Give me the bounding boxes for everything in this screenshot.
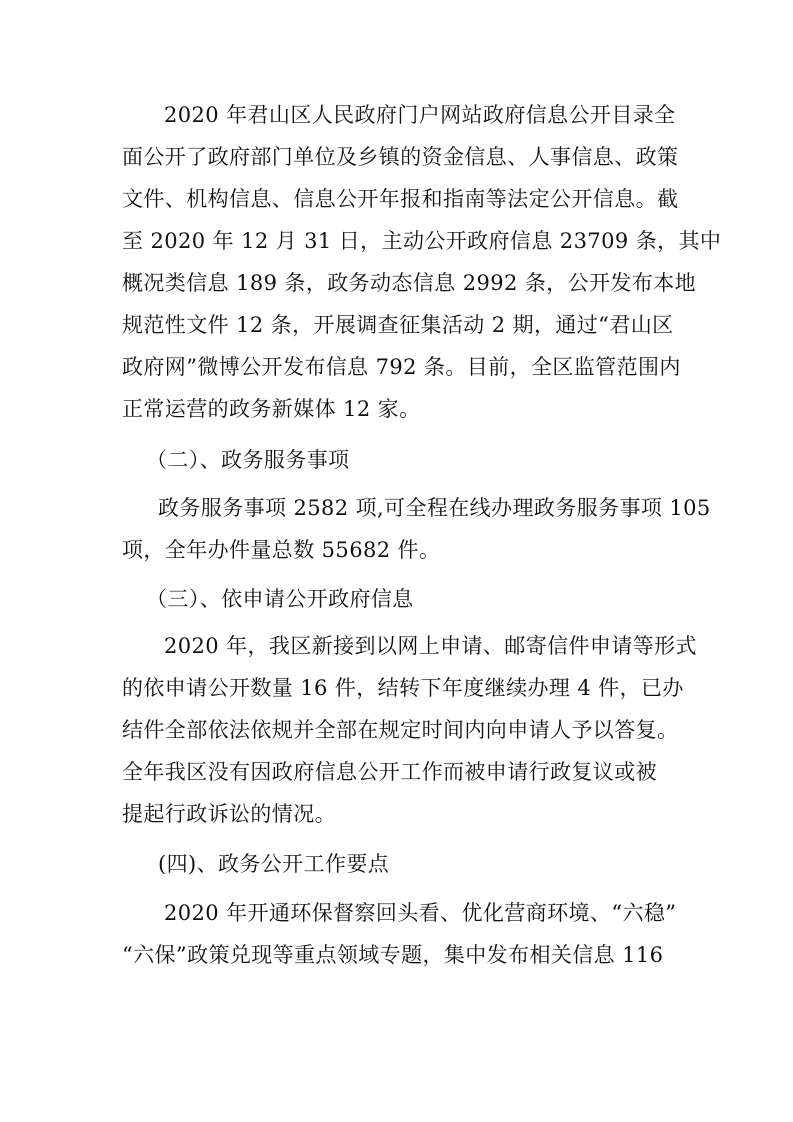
text-line: 2020 年君山区人民政府门户网站政府信息公开目录全 [164,103,676,127]
section-heading-work-points: (四)、政务公开工作要点 [158,852,390,876]
text-line: 2020 年开通环保督察回头看、优化营商环境、“六稳” [164,901,677,925]
text-line: 面公开了政府部门单位及乡镇的资金信息、人事信息、政策 [122,145,679,169]
section-heading-government-services: （二）、政务服务事项 [146,448,350,472]
text-line: 规范性文件 12 条，开展调查征集活动 2 期，通过“君山区 [122,313,674,337]
text-line: 概况类信息 189 条，政务动态信息 2992 条，公开发布本地 [122,271,697,295]
text-line: 结件全部依法依规并全部在规定时间内向申请人予以答复。 [122,718,679,742]
section-heading-application-disclosure: （三）、依申请公开政府信息 [146,587,414,611]
text-line: 政府网”微博公开发布信息 792 条。目前，全区监管范围内 [122,355,681,379]
text-line: 提起行政诉讼的情况。 [122,802,336,826]
text-line: 2020 年，我区新接到以网上申请、邮寄信件申请等形式 [164,634,697,658]
text-line: “六保”政策兑现等重点领域专题，集中发布相关信息 116 [122,943,664,967]
text-line: 文件、机构信息、信息公开年报和指南等法定公开信息。截 [122,187,679,211]
text-line: 全年我区没有因政府信息公开工作而被申请行政复议或被 [122,760,657,784]
text-line: 正常运营的政务新媒体 12 家。 [122,397,421,421]
text-line: 项，全年办件量总数 55682 件。 [122,538,441,562]
text-line: 至 2020 年 12 月 31 日，主动公开政府信息 23709 条，其中 [122,229,722,253]
text-line: 的依申请公开数量 16 件，结转下年度继续办理 4 件，已办 [122,676,684,700]
text-line: 政务服务事项 2582 项,可全程在线办理政务服务事项 105 [158,496,711,520]
